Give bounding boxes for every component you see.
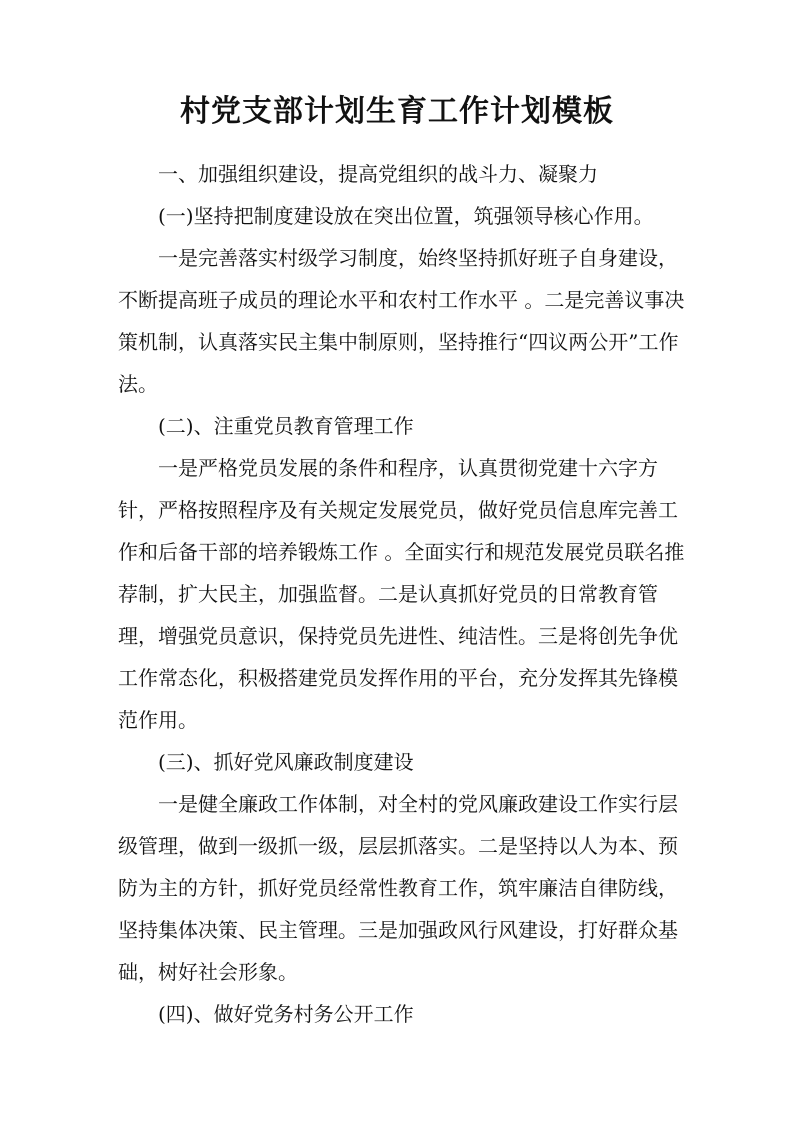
subsection-heading-4: (四)、做好党务村务公开工作 <box>158 1002 414 1026</box>
section-heading-1: 一、加强组织建设，提高党组织的战斗力、凝聚力 <box>158 162 598 186</box>
document-body <box>118 153 686 1035</box>
subsection-paragraph-1: 一是完善落实村级学习制度，始终坚持抓好班子自身建设，不断提高班子成员的理论水平和农村工作水平 。二是完善议事决策机制，认真落实民主集中制原则，坚持推行“四议两公开”工作法。 <box>118 246 685 396</box>
subsection-heading-2: (二)、注重党员教育管理工作 <box>158 414 414 438</box>
subsection-heading-1: (一)坚持把制度建设放在突出位置，筑强领导核心作用。 <box>158 204 654 228</box>
subsection-paragraph-2: 一是严格党员发展的条件和程序，认真贯彻党建十六字方针，严格按照程序及有关规定发展党员，做好党员信息库完善工作和后备干部的培养锻炼工作 。全面实行和规范发展党员联名推荐制，扩大民主，加强监督。二是认真抓好党员的日常教育管理，增强党员意识，保持党员先进性、纯洁性。三是将创先争优工作常态化，积极搭建党员发挥作用的平台，充分发挥其先锋模范作用。 <box>118 456 685 732</box>
subsection-heading-3: (三)、抓好党风廉政制度建设 <box>158 750 414 774</box>
subsection-paragraph-3: 一是健全廉政工作体制，对全村的党风廉政建设工作实行层级管理，做到一级抓一级，层层抓落实。二是坚持以人为本、预防为主的方针，抓好党员经常性教育工作，筑牢廉洁自律防线，坚持集体决策、民主管理。三是加强政风行风建设，打好群众基础，树好社会形象。 <box>118 792 678 984</box>
document-title: 村党支部计划生育工作计划模板 <box>180 94 614 129</box>
